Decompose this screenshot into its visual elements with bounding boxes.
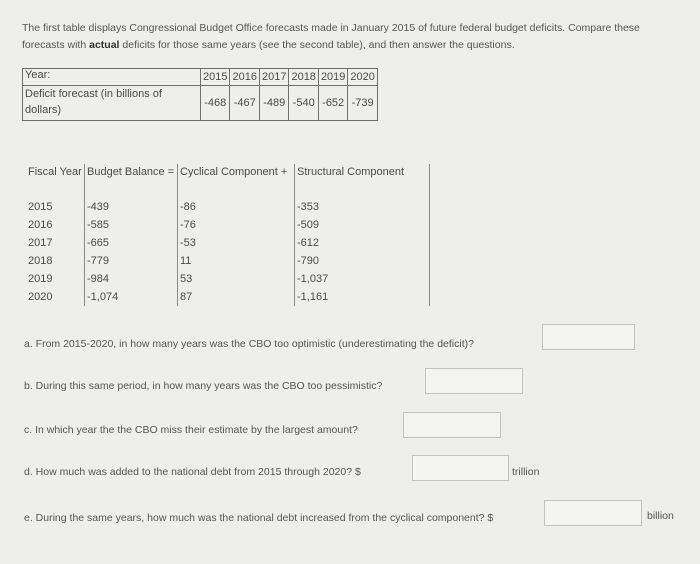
year-cell: 2015 <box>201 69 230 86</box>
header-fiscal-year: Fiscal Year <box>28 166 82 178</box>
year-cell: 2020 <box>348 69 377 86</box>
year-cell: 2016 <box>230 69 259 86</box>
header-budget-balance: Budget Balance = <box>85 164 178 198</box>
cyclical-cell: 87 <box>178 288 295 306</box>
cyclical-cell: 53 <box>178 270 295 288</box>
actual-deficit-table <box>26 164 430 306</box>
table-row <box>26 252 430 270</box>
cyclical-cell: -53 <box>178 234 295 252</box>
instructions-part1: The first table displays Congressional Budget Office forecasts made in January 2015 of future federal budget deficits. Compare these forecasts with <box>22 22 640 51</box>
question-a: a. From 2015-2020, in how many years was the CBO too optimistic (underestimating the deficit)? <box>24 338 474 350</box>
year-cell: 2020 <box>28 291 53 303</box>
balance-cell: -585 <box>85 216 178 234</box>
structural-cell: -1,161 <box>295 288 430 306</box>
balance-cell: -984 <box>85 270 178 288</box>
instructions-bold: actual <box>89 39 120 51</box>
answer-c-input[interactable] <box>403 412 501 438</box>
deficit-cell: -540 <box>289 86 318 121</box>
year-cell: 2017 <box>28 237 53 249</box>
year-cell: 2017 <box>259 69 288 86</box>
table-row <box>26 234 430 252</box>
answer-b-input[interactable] <box>425 368 523 394</box>
deficit-cell: -467 <box>230 86 259 121</box>
deficit-cell: -739 <box>348 86 377 121</box>
year-cell: 2019 <box>28 273 53 285</box>
year-cell: 2018 <box>28 255 53 267</box>
structural-cell: -790 <box>295 252 430 270</box>
structural-cell: -509 <box>295 216 430 234</box>
table-row <box>26 270 430 288</box>
year-cell: 2019 <box>318 69 347 86</box>
deficit-cell: -468 <box>201 86 230 121</box>
table-row <box>26 288 430 306</box>
question-b: b. During this same period, in how many years was the CBO too pessimistic? <box>24 380 383 392</box>
question-d: d. How much was added to the national debt from 2015 through 2020? $ <box>24 466 361 478</box>
answer-e-input[interactable] <box>544 500 642 526</box>
deficit-cell: -489 <box>259 86 288 121</box>
header-structural: Structural Component <box>295 164 430 198</box>
forecast-table <box>22 68 378 121</box>
year-label: Year: <box>23 69 201 86</box>
cyclical-cell: 11 <box>178 252 295 270</box>
table-row <box>26 216 430 234</box>
year-cell: 2018 <box>289 69 318 86</box>
answer-e-unit: billion <box>647 510 674 522</box>
answer-d-unit: trillion <box>512 466 540 478</box>
answer-d-input[interactable] <box>412 455 509 481</box>
structural-cell: -353 <box>295 198 430 216</box>
forecast-value-row <box>23 86 378 121</box>
balance-cell: -779 <box>85 252 178 270</box>
year-cell: 2016 <box>28 219 53 231</box>
deficit-cell: -652 <box>318 86 347 121</box>
structural-cell: -612 <box>295 234 430 252</box>
question-c: c. In which year the the CBO miss their estimate by the largest amount? <box>24 424 358 436</box>
balance-cell: -439 <box>85 198 178 216</box>
balance-cell: -1,074 <box>85 288 178 306</box>
answer-a-input[interactable] <box>542 324 635 350</box>
instructions-text <box>22 20 682 54</box>
structural-cell: -1,037 <box>295 270 430 288</box>
forecast-year-row <box>23 69 378 86</box>
question-e: e. During the same years, how much was the national debt increased from the cyclical component? $ <box>24 512 494 524</box>
header-cyclical: Cyclical Component + <box>178 164 295 198</box>
header-row <box>26 164 430 198</box>
instructions-part2: deficits for those same years (see the second table), and then answer the questions. <box>119 39 515 51</box>
deficit-label: Deficit forecast (in billions of dollars) <box>23 86 201 121</box>
year-cell: 2015 <box>28 201 53 213</box>
cyclical-cell: -86 <box>178 198 295 216</box>
balance-cell: -665 <box>85 234 178 252</box>
table-row <box>26 198 430 216</box>
cyclical-cell: -76 <box>178 216 295 234</box>
